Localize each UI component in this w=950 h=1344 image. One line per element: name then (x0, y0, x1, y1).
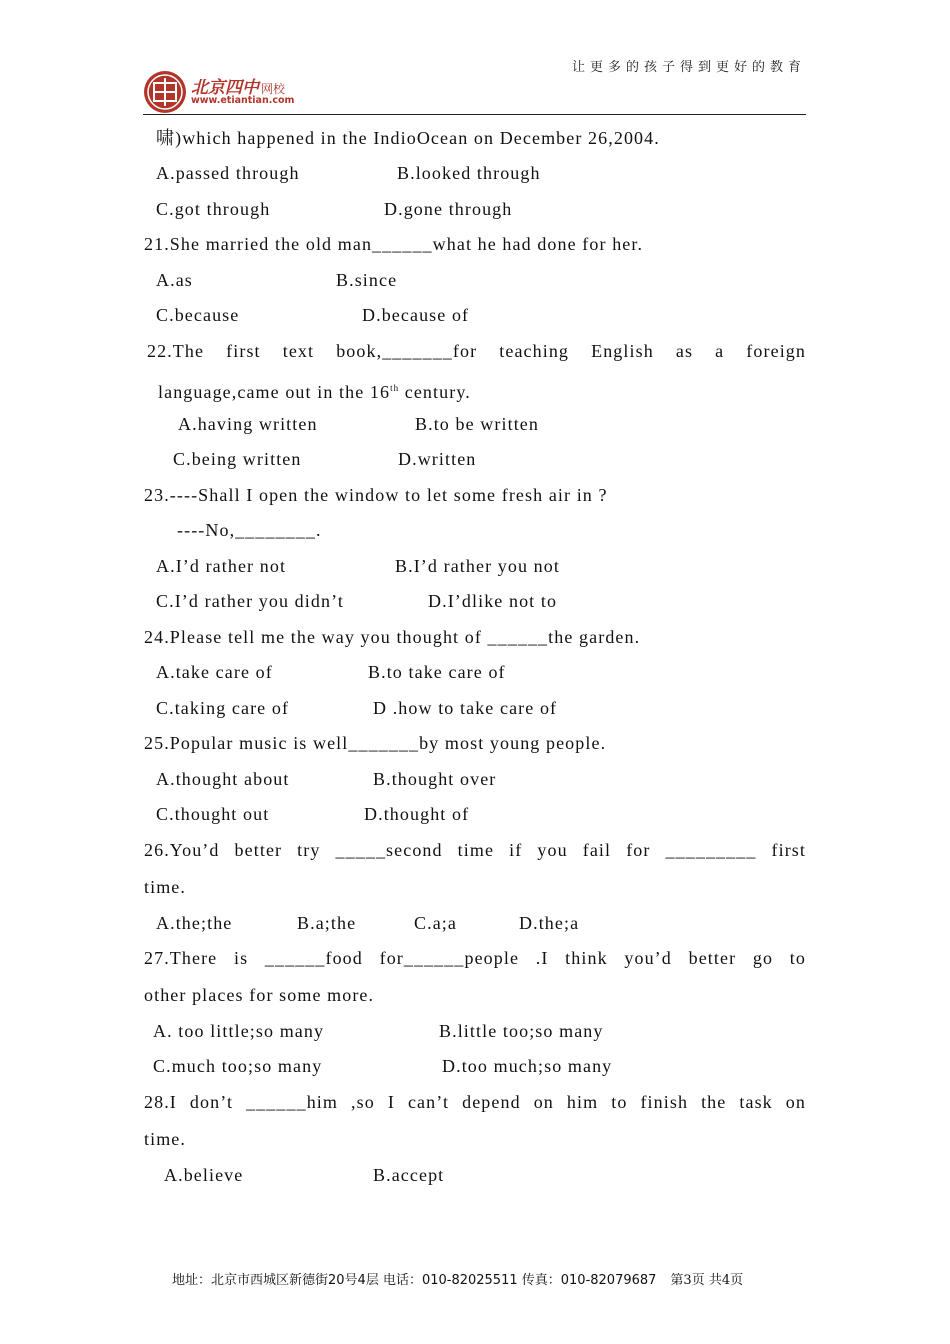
q28-stem: 28.I don’t ______him ,so I can’t depend on him to finish the task on (144, 1092, 806, 1112)
q20-option-a: A.passed through (156, 163, 300, 183)
q23-response: ----No,________. (177, 520, 322, 540)
q23-option-d: D.I’dlike not to (428, 591, 558, 611)
q21-stem: 21.She married the old man______what he had done for her. (144, 234, 644, 254)
page-footer (172, 1269, 743, 1288)
q23-option-a: A.I’d rather not (156, 556, 287, 576)
q24-stem: 24.Please tell me the way you thought of ______the garden. (144, 627, 641, 647)
school-seal-icon (143, 70, 187, 114)
q21-option-b: B.since (336, 270, 398, 290)
q20-option-c: C.got through (156, 199, 271, 219)
q28-option-a: A.believe (164, 1165, 244, 1185)
q25-option-b: B.thought over (373, 769, 497, 789)
q22-superscript: th (390, 383, 400, 393)
q26-option-b: B.a;the (297, 913, 357, 933)
q25-option-a: A.thought about (156, 769, 290, 789)
footer-address: 地址：北京市西城区新德街20号4层 电话：010-82025511 传真：010-82079687 (172, 1273, 657, 1288)
q24-option-c: C.taking care of (156, 698, 290, 718)
q22-option-c: C.being written (173, 449, 302, 469)
q28-stem-cont: time. (144, 1129, 186, 1149)
q28-option-b: B.accept (373, 1165, 445, 1185)
logo-url: www.etiantian.com (191, 95, 295, 106)
q24-option-b: B.to take care of (368, 662, 506, 682)
q27-option-c: C.much too;so many (153, 1056, 323, 1076)
q22-option-d: D.written (398, 449, 477, 469)
q26-stem-cont: time. (144, 877, 186, 897)
q25-option-c: C.thought out (156, 804, 270, 824)
q21-option-a: A.as (156, 270, 193, 290)
q21-option-c: C.because (156, 305, 240, 325)
q20-stem-end: 啸)which happened in the IndioOcean on December 26,2004. (156, 128, 660, 148)
q23-option-c: C.I’d rather you didn’t (156, 591, 344, 611)
q26-option-d: D.the;a (519, 913, 580, 933)
q26-stem: 26.You’d better try _____second time if you fail for _________ first (144, 840, 806, 860)
logo-name-sub: 网校 (261, 82, 286, 96)
header-slogan: 让更多的孩子得到更好的教育 (571, 60, 806, 75)
q26-option-c: C.a;a (414, 913, 457, 933)
logo-name-main: 北京四中 (191, 78, 259, 98)
q21-option-d: D.because of (362, 305, 470, 325)
q20-option-b: B.looked through (397, 163, 541, 183)
q22-option-b: B.to be written (415, 414, 539, 434)
q27-stem-cont: other places for some more. (144, 985, 375, 1005)
q22-option-a: A.having written (178, 414, 318, 434)
school-logo (143, 70, 323, 114)
q22-stem-cont-text: language,came out in the 16 (158, 382, 391, 402)
q25-option-d: D.thought of (364, 804, 470, 824)
q23-stem: 23.----Shall I open the window to let some fresh air in ? (144, 485, 608, 505)
q20-option-d: D.gone through (384, 199, 513, 219)
q27-option-d: D.too much;so many (442, 1056, 613, 1076)
q27-option-b: B.little too;so many (439, 1021, 604, 1041)
footer-page-number: 第3页 共4页 (670, 1273, 744, 1288)
q22-stem-cont (158, 377, 471, 403)
q27-option-a: A. too little;so many (153, 1021, 325, 1041)
q23-option-b: B.I’d rather you not (395, 556, 560, 576)
q22-stem-cont-end: century. (399, 382, 471, 402)
q24-option-d: D .how to take care of (373, 698, 558, 718)
q24-option-a: A.take care of (156, 662, 273, 682)
q22-stem: 22.The first text book,_______for teaching English as a foreign (147, 341, 806, 361)
q26-option-a: A.the;the (156, 913, 233, 933)
header-divider (143, 114, 806, 115)
q25-stem: 25.Popular music is well_______by most young people. (144, 733, 607, 753)
q27-stem: 27.There is ______food for______people .I think you’d better go to (144, 948, 806, 968)
